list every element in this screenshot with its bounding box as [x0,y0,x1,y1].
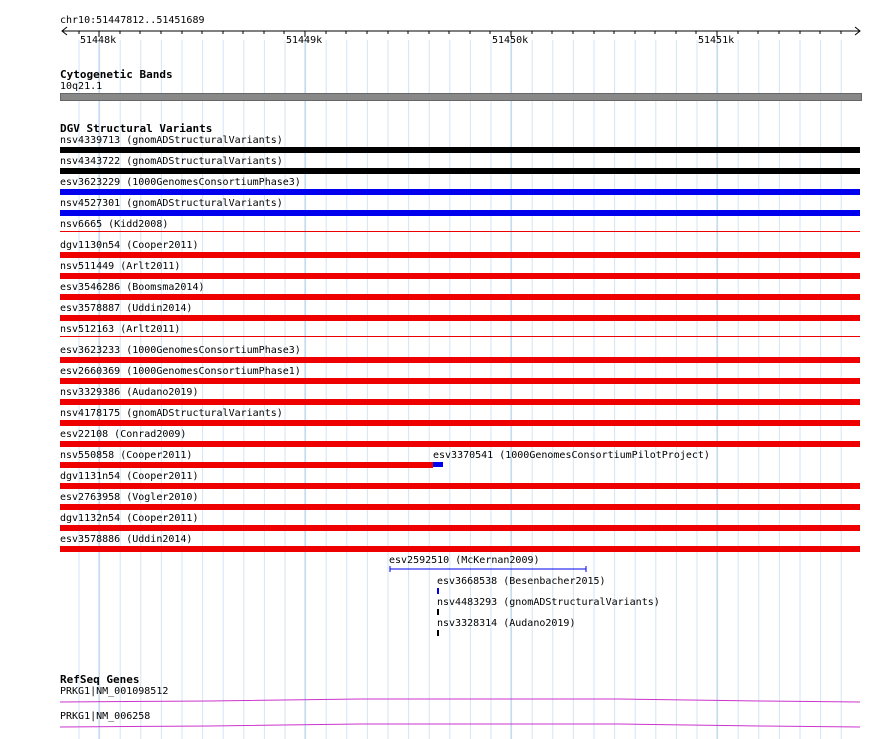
variant-label: nsv3329386 (Audano2019) [60,387,199,398]
dgv-track-title: DGV Structural Variants [60,122,213,135]
variant-feature[interactable] [60,378,860,384]
variant-feature[interactable] [60,420,860,426]
variant-label: dgv1131n54 (Cooper2011) [60,471,199,482]
cytoband-bar[interactable] [60,93,862,101]
variant-label: esv3623229 (1000GenomesConsortiumPhase3) [60,177,301,188]
variant-feature[interactable] [389,566,589,573]
variant-feature[interactable] [60,504,860,510]
variant-feature[interactable] [60,525,860,531]
variant-feature[interactable] [437,630,439,636]
variant-label: esv3370541 (1000GenomesConsortiumPilotProject) [433,450,710,461]
variant-label: nsv3328314 (Audano2019) [437,618,576,629]
ruler[interactable] [0,26,890,38]
variant-label: nsv4527301 (gnomADStructuralVariants) [60,198,283,209]
variant-feature[interactable] [60,210,860,216]
variant-feature[interactable] [60,231,860,232]
cytoband-label: 10q21.1 [60,81,103,92]
variant-label: nsv550858 (Cooper2011) [60,450,193,461]
gene-feature[interactable] [60,720,860,730]
variant-label: esv3546286 (Boomsma2014) [60,282,205,293]
variant-feature[interactable] [60,273,860,279]
variant-feature[interactable] [60,546,860,552]
ruler-tick-label: 51449k [286,35,323,46]
variant-label: nsv4483293 (gnomADStructuralVariants) [437,597,660,608]
variant-label: dgv1130n54 (Cooper2011) [60,240,199,251]
ruler-tick-label: 51451k [698,35,735,46]
variant-label: nsv6665 (Kidd2008) [60,219,169,230]
variant-feature[interactable] [437,609,439,615]
ruler-tick-label: 51450k [492,35,529,46]
variant-feature[interactable] [60,357,860,363]
variant-label: esv3578886 (Uddin2014) [60,534,193,545]
variant-feature[interactable] [60,168,860,174]
variant-label: nsv512163 (Arlt2011) [60,324,181,335]
gene-label: PRKG1|NM_006258 [60,711,151,722]
variant-label: nsv511449 (Arlt2011) [60,261,181,272]
variant-label: esv3578887 (Uddin2014) [60,303,193,314]
variant-label: esv2763958 (Vogler2010) [60,492,199,503]
locus-label: chr10:51447812..51451689 [60,15,205,26]
variant-label: dgv1132n54 (Cooper2011) [60,513,199,524]
ruler-tick-label: 51448k [80,35,117,46]
variant-label: esv2660369 (1000GenomesConsortiumPhase1) [60,366,301,377]
variant-label: esv22108 (Conrad2009) [60,429,187,440]
variant-feature[interactable] [60,462,433,468]
variant-feature[interactable] [60,399,860,405]
variant-feature[interactable] [433,462,443,467]
cytoband-track-title: Cytogenetic Bands [60,68,173,81]
variant-feature[interactable] [60,483,860,489]
variant-label: nsv4343722 (gnomADStructuralVariants) [60,156,283,167]
gene-feature[interactable] [60,695,860,705]
variant-label: nsv4339713 (gnomADStructuralVariants) [60,135,283,146]
variant-feature[interactable] [60,315,860,321]
variant-feature[interactable] [60,336,860,337]
gene-label: PRKG1|NM_001098512 [60,686,169,697]
variant-label: esv3668538 (Besenbacher2015) [437,576,606,587]
variant-feature[interactable] [60,147,860,153]
variant-label: nsv4178175 (gnomADStructuralVariants) [60,408,283,419]
variant-feature[interactable] [60,294,860,300]
variant-label: esv3623233 (1000GenomesConsortiumPhase3) [60,345,301,356]
variant-feature[interactable] [437,588,439,594]
variant-label: esv2592510 (McKernan2009) [389,555,540,566]
variant-feature[interactable] [60,189,860,195]
refseq-track-title: RefSeq Genes [60,673,140,686]
variant-feature[interactable] [60,441,860,447]
variant-feature[interactable] [60,252,860,258]
